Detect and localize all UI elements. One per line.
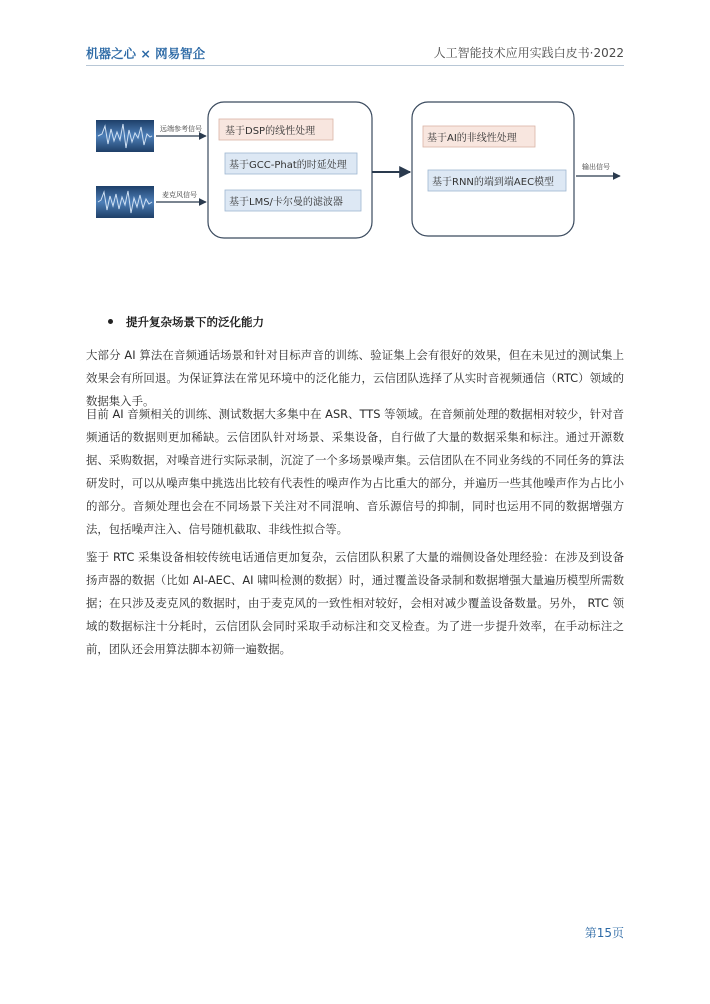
header-divider <box>86 65 624 66</box>
header-left-brand: 机器之心 × 网易智企 <box>86 46 206 61</box>
lms-kalman-item: 基于LMS/卡尔曼的滤波器 <box>229 197 343 208</box>
paragraph-3: 鉴于 RTC 采集设备相较传统电话通信更加复杂，云信团队积累了大量的端侧设备处理经验：在涉及到设备扬声器的数据（比如 AI-AEC、AI 啸叫检测的数据）时，通过覆盖设备录制和数据增强大量遍历模型所需数据；在只涉及麦克风的数据时，由于麦克风的一致性相对较好，会相对减少覆盖设备数量。另外， RTC 领域的数据标注十分耗时，云信团队会同时采取手动标注和交叉检查。为了进一步提升效率，在手动标注之前，团队还会用算法脚本初筛一遍数据。 <box>86 550 624 656</box>
rnn-aec-item: 基于RNN的端到端AEC模型 <box>432 177 555 188</box>
paragraph-1: 大部分 AI 算法在音频通话场景和针对目标声音的训练、验证集上会有很好的效果，但在未见过的测试集上效果会有所回退。为保证算法在常见环境中的泛化能力，云信团队选择了从实时音视频通信（RTC）领域的数据集入手。 <box>86 348 624 408</box>
section-bullet <box>108 314 264 330</box>
dsp-linear-item: 基于DSP的线性处理 <box>225 126 316 137</box>
aec-pipeline-diagram <box>86 96 626 256</box>
waveform-icon <box>96 120 154 152</box>
ai-nonlinear-item: 基于AI的非线性处理 <box>427 133 517 144</box>
header-right-title: 人工智能技术应用实践白皮书·2022 <box>433 46 624 60</box>
paragraph-2: 目前 AI 音频相关的训练、测试数据大多集中在 ASR、TTS 等领域。在音频前处理的数据相对较少，针对音频通话的数据则更加稀缺。云信团队针对场景、采集设备，自行做了大量的数据采集和标注。通过开源数据、采购数据，对噪音进行实际录制，沉淀了一个多场景噪声集。云信团队在不同业务线的不同任务的算法研发时，可以从噪声集中挑选出比较有代表性的噪声作为占比重大的部分，并遍历一些其他噪声作为占比小的部分。音频处理也会在不同场景下关注对不同混响、音乐源信号的抑制，同时也运用不同的数据增强方法，包括噪声注入、信号随机截取、非线性拟合等。 <box>86 407 624 536</box>
bullet-text: 提升复杂场景下的泛化能力 <box>126 315 264 329</box>
mic-signal-label: 麦克风信号 <box>162 191 197 199</box>
page-number: 第15页 <box>584 926 624 940</box>
output-signal-label: 输出信号 <box>582 163 610 171</box>
far-end-signal-label: 远端参考信号 <box>160 125 202 133</box>
gcc-phat-item: 基于GCC-Phat的时延处理 <box>229 160 347 171</box>
bullet-dot-icon <box>108 319 113 324</box>
nonlinear-processing-box <box>412 102 574 236</box>
waveform-icon <box>96 186 154 218</box>
